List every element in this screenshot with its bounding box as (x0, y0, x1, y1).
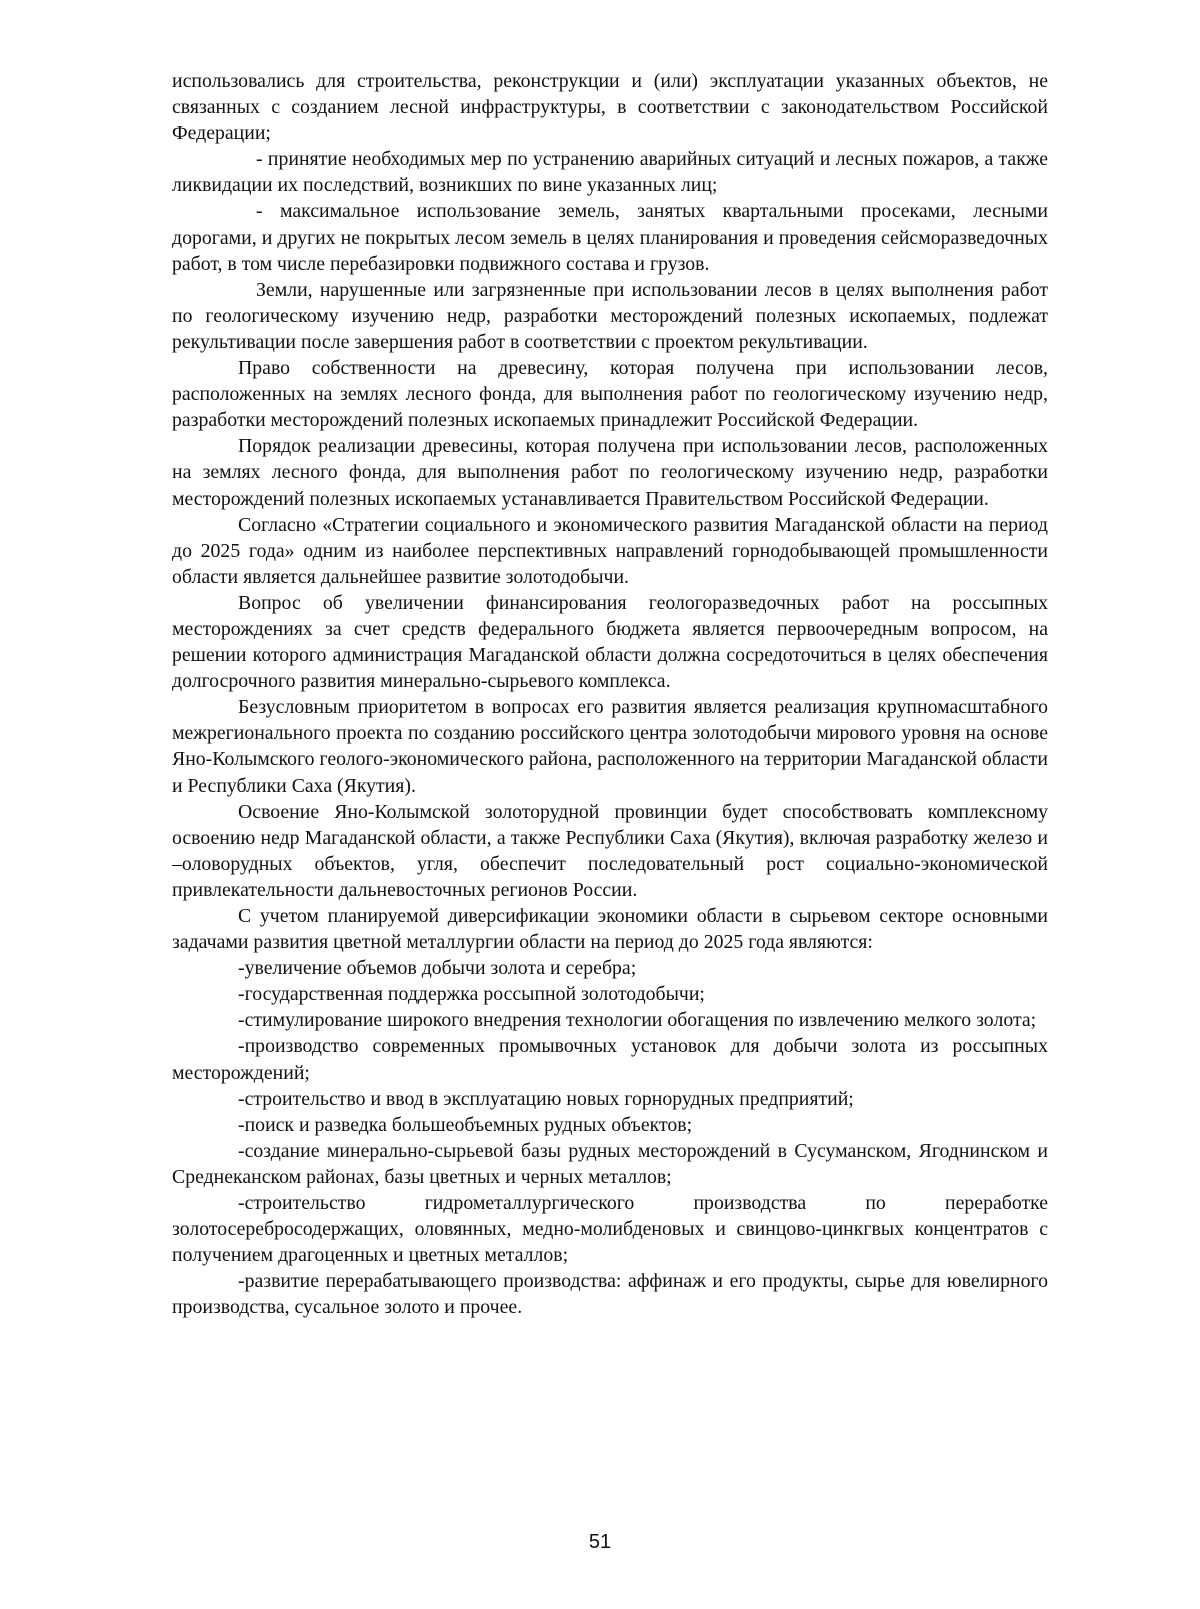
paragraph: С учетом планируемой диверсификации экономики области в сырьевом секторе основными задачами развития цветной металлургии области на период до 2025 года являются: (172, 905, 1048, 954)
paragraph: Порядок реализации древесины, которая получена при использовании лесов, расположенных на землях лесного фонда, для выполнения работ по геологическому изучению недр, разработки месторождений полезных ископаемых устанавливается Правительством Российской Федерации. (172, 435, 1048, 510)
paragraph: Земли, нарушенные или загрязненные при использовании лесов в целях выполнения работ по геологическому изучению недр, разработки месторождений полезных ископаемых, подлежат рекультивации после завершения работ в соответствии с проектом рекультивации. (172, 278, 1048, 353)
paragraph: Согласно «Стратегии социального и экономического развития Магаданской области на период до 2025 года» одним из наиболее перспективных направлений горнодобывающей промышленности области является дальнейшее развитие золотодобычи. (172, 513, 1048, 588)
document-body (172, 68, 1048, 1321)
list-item: -стимулирование широкого внедрения технологии обогащения по извлечению мелкого золота; (238, 1009, 1037, 1032)
list-item: -увеличение объемов добычи золота и серебра; (238, 957, 637, 980)
list-item: -создание минерально-сырьевой базы рудных месторождений в Сусуманском, Ягоднинском и Среднеканском районах, базы цветных и черных металлов; (172, 1139, 1048, 1188)
list-item: -строительство и ввод в эксплуатацию новых горнорудных предприятий; (238, 1087, 854, 1110)
paragraph: использовались для строительства, реконструкции и (или) эксплуатации указанных объектов, не связанных с созданием лесной инфраструктуры, в соответствии с законодательством Российской Федерации; (172, 70, 1048, 145)
list-item: -производство современных промывочных установок для добычи золота из россыпных месторождений; (172, 1035, 1048, 1084)
list-item: -государственная поддержка россыпной золотодобычи; (238, 983, 705, 1006)
list-item: -поиск и разведка большеобъемных рудных объектов; (238, 1113, 693, 1136)
paragraph: Вопрос об увеличении финансирования геологоразведочных работ на россыпных месторождениях за счет средств федерального бюджета является первоочередным вопросом, на решении которого администрация Магаданской области должна сосредоточиться в целях обеспечения долгосрочного развития минерально-сырьевого комплекса. (172, 591, 1048, 693)
list-item: - принятие необходимых мер по устранению аварийных ситуаций и лесных пожаров, а также ликвидации их последствий, возникших по вине указанных лиц; (172, 148, 1048, 197)
list-item: -строительство гидрометаллургического производства по переработке золотосереброcодержащих, оловянных, медно-молибденовых и свинцово-цинкгвых концентратов с получением драгоценных и цветных металлов; (172, 1192, 1048, 1267)
page-number: 51 (588, 1531, 612, 1553)
list-item: -развитие перерабатывающего производства: аффинаж и его продукты, сырье для ювелирного производства, сусальное золото и прочее. (172, 1270, 1048, 1319)
list-item: - максимальное использование земель, занятых квартальными просеками, лесными дорогами, и других не покрытых лесом земель в целях планирования и проведения сейсморазведочных работ, в том числе перебазировки подвижного состава и грузов. (172, 200, 1048, 275)
paragraph: Безусловным приоритетом в вопросах его развития является реализация крупномасштабного межрегионального проекта по созданию российского центра золотодобычи мирового уровня на основе Яно-Колымского геолого-экономического района, расположенного на территории Магаданской области и Республики Саха (Якутия). (172, 696, 1048, 797)
paragraph: Право собственности на древесину, которая получена при использовании лесов, расположенных на землях лесного фонда, для выполнения работ по геологическому изучению недр, разработки месторождений полезных ископаемых принадлежит Российской Федерации. (172, 357, 1048, 432)
paragraph: Освоение Яно-Колымской золоторудной провинции будет способствовать комплексному освоению недр Магаданской области, а также Республики Саха (Якутия), включая разработку железо и –оловорудных объектов, угля, обеспечит последовательный рост социально-экономической привлекательности дальневосточных регионов России. (172, 800, 1048, 901)
